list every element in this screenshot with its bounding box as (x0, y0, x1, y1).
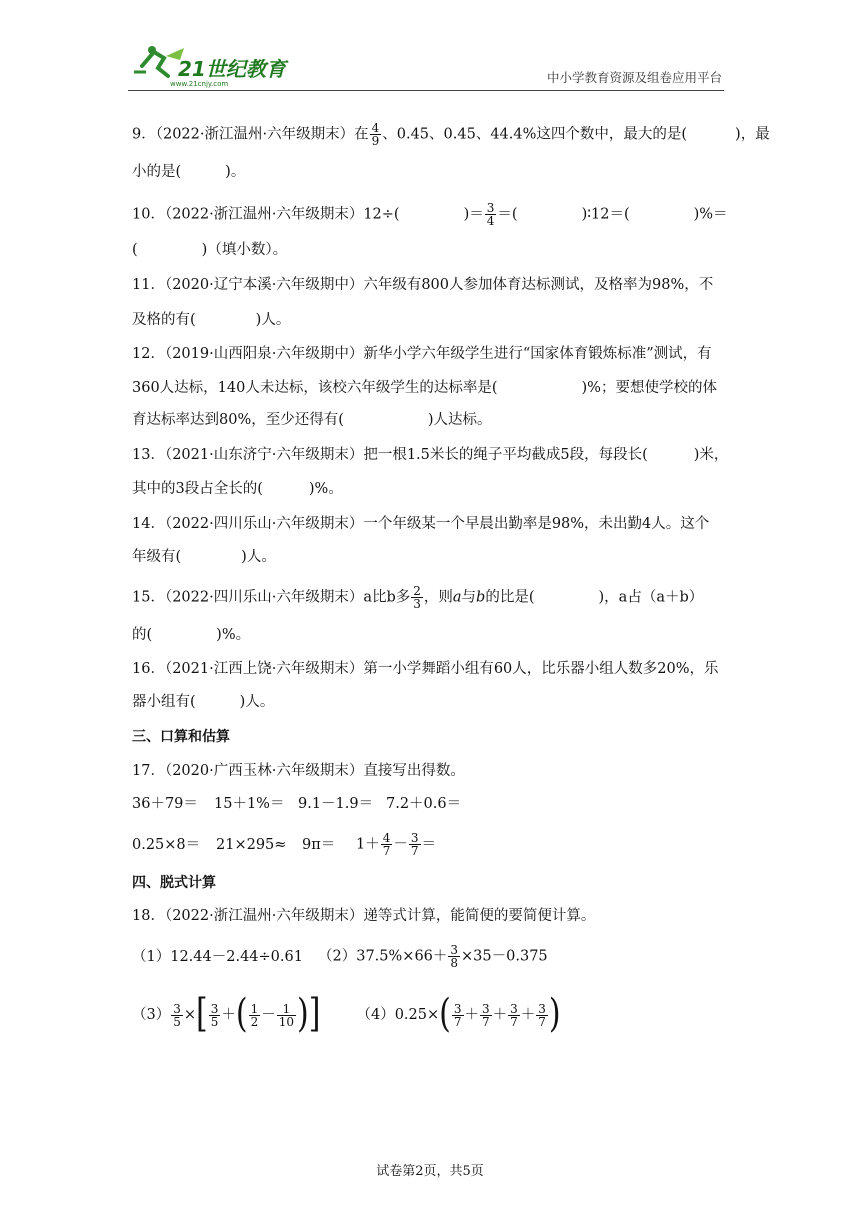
question-14-line-2: 年级有( )人。 (132, 549, 276, 565)
question-12-line-1: 12．（2019·山西阳泉·六年级期中）新华小学六年级学生进行“国家体育锻炼标准”测试，有 (132, 346, 712, 362)
question-16-line-1: 16．（2021·江西上饶·六年级期末）第一小学舞蹈小组有60人，比乐器小组人数多20%，乐 (132, 661, 719, 677)
logo-21cnjy (128, 42, 298, 88)
question-12-line-3: 育达标率达到80%，至少还得有( )人达标。 (132, 412, 492, 428)
page-footer: 试卷第2页，共5页 (376, 1164, 484, 1179)
question-9-line-2: 小的是( )。 (132, 164, 246, 180)
question-9-line-1: 9．（2022·浙江温州·六年级期末）在 $\frac{4}{9}$ 、0.45、0.45、44.4%这四个数中，最大的是( )，最 (132, 121, 770, 148)
question-11-line-1: 11．（2020·辽宁本溪·六年级期中）六年级有800人参加体育达标测试，及格率为98%，不 (132, 277, 714, 293)
question-10-line-1: 10．（2022·浙江温州·六年级期末）12÷( )＝ $\frac{3}{4}$ ＝( )∶12＝( )%＝ (132, 201, 728, 228)
question-11-line-2: 及格的有( )人。 (132, 312, 291, 328)
question-15-line-1: 15．（2022·四川乐山·六年级期末）a比b多 $\frac{2}{3}$ ，则a与b的比是( )，a占（a＋b） (132, 584, 704, 611)
question-17-row-1: 36＋79＝ 15＋1%＝ 9.1－1.9＝ 7.2＋0.6＝ (132, 796, 462, 812)
section-3-heading: 三、口算和估算 (132, 729, 230, 745)
page-header (128, 40, 724, 91)
question-15-line-2: 的( )%。 (132, 627, 251, 643)
question-14-line-1: 14．（2022·四川乐山·六年级期末）一个年级某一个早晨出勤率是98%，未出勤4人。这个 (132, 516, 710, 532)
question-12-line-2: 360人达标，140人未达标，该校六年级学生的达标率是( )%；要想使学校的体 (132, 380, 717, 396)
question-18-title: 18．（2022·浙江温州·六年级期末）递等式计算，能简便的要简便计算。 (132, 908, 596, 924)
question-16-line-2: 器小组有( )人。 (132, 694, 275, 710)
question-17-title: 17．（2020·广西玉林·六年级期末）直接写出得数。 (132, 763, 465, 779)
svg-text:21世纪教育: 21世纪教育 (178, 57, 286, 81)
site-tagline: 中小学教育资源及组卷应用平台 (546, 70, 722, 85)
question-13-line-2: 其中的3段占全长的( )%。 (132, 481, 343, 497)
question-17-row-2: 0.25×8＝ 21×295≈ 9π＝ 1＋ $\frac{4}{7}$ － $\frac{3}{7}$ ＝ (132, 831, 437, 858)
fraction: $\frac{2}{3}$ (413, 584, 421, 611)
question-18-part-1-2: （1）12.44－2.44÷0.61 （2）37.5%×66＋ $\frac{3}{8}$ ×35－0.375 (132, 943, 548, 970)
question-10-line-2: ( )（填小数）。 (132, 242, 288, 258)
question-13-line-1: 13．（2021·山东济宁·六年级期末）把一根1.5米长的绳子平均截成5段，每段长( )米， (132, 447, 729, 463)
fraction: $\frac{4}{9}$ (371, 121, 380, 148)
svg-text:www.21cnjy.com: www.21cnjy.com (170, 80, 229, 88)
section-4-heading: 四、脱式计算 (132, 875, 216, 891)
fraction: $\frac{3}{4}$ (486, 201, 495, 228)
question-18-part-3-4: （3） $\frac{3}{5}$ ×[ $\frac{3}{5}$ ＋( $\frac{1}{2}$ － $\frac{1}{10}$ )] （4）0.25×( $\frac{3}{7}$ ＋ $\frac{3}{7}$ ＋ $\frac{3}{7}$ ＋ $\frac{3}{7}$ ) (132, 991, 561, 1038)
